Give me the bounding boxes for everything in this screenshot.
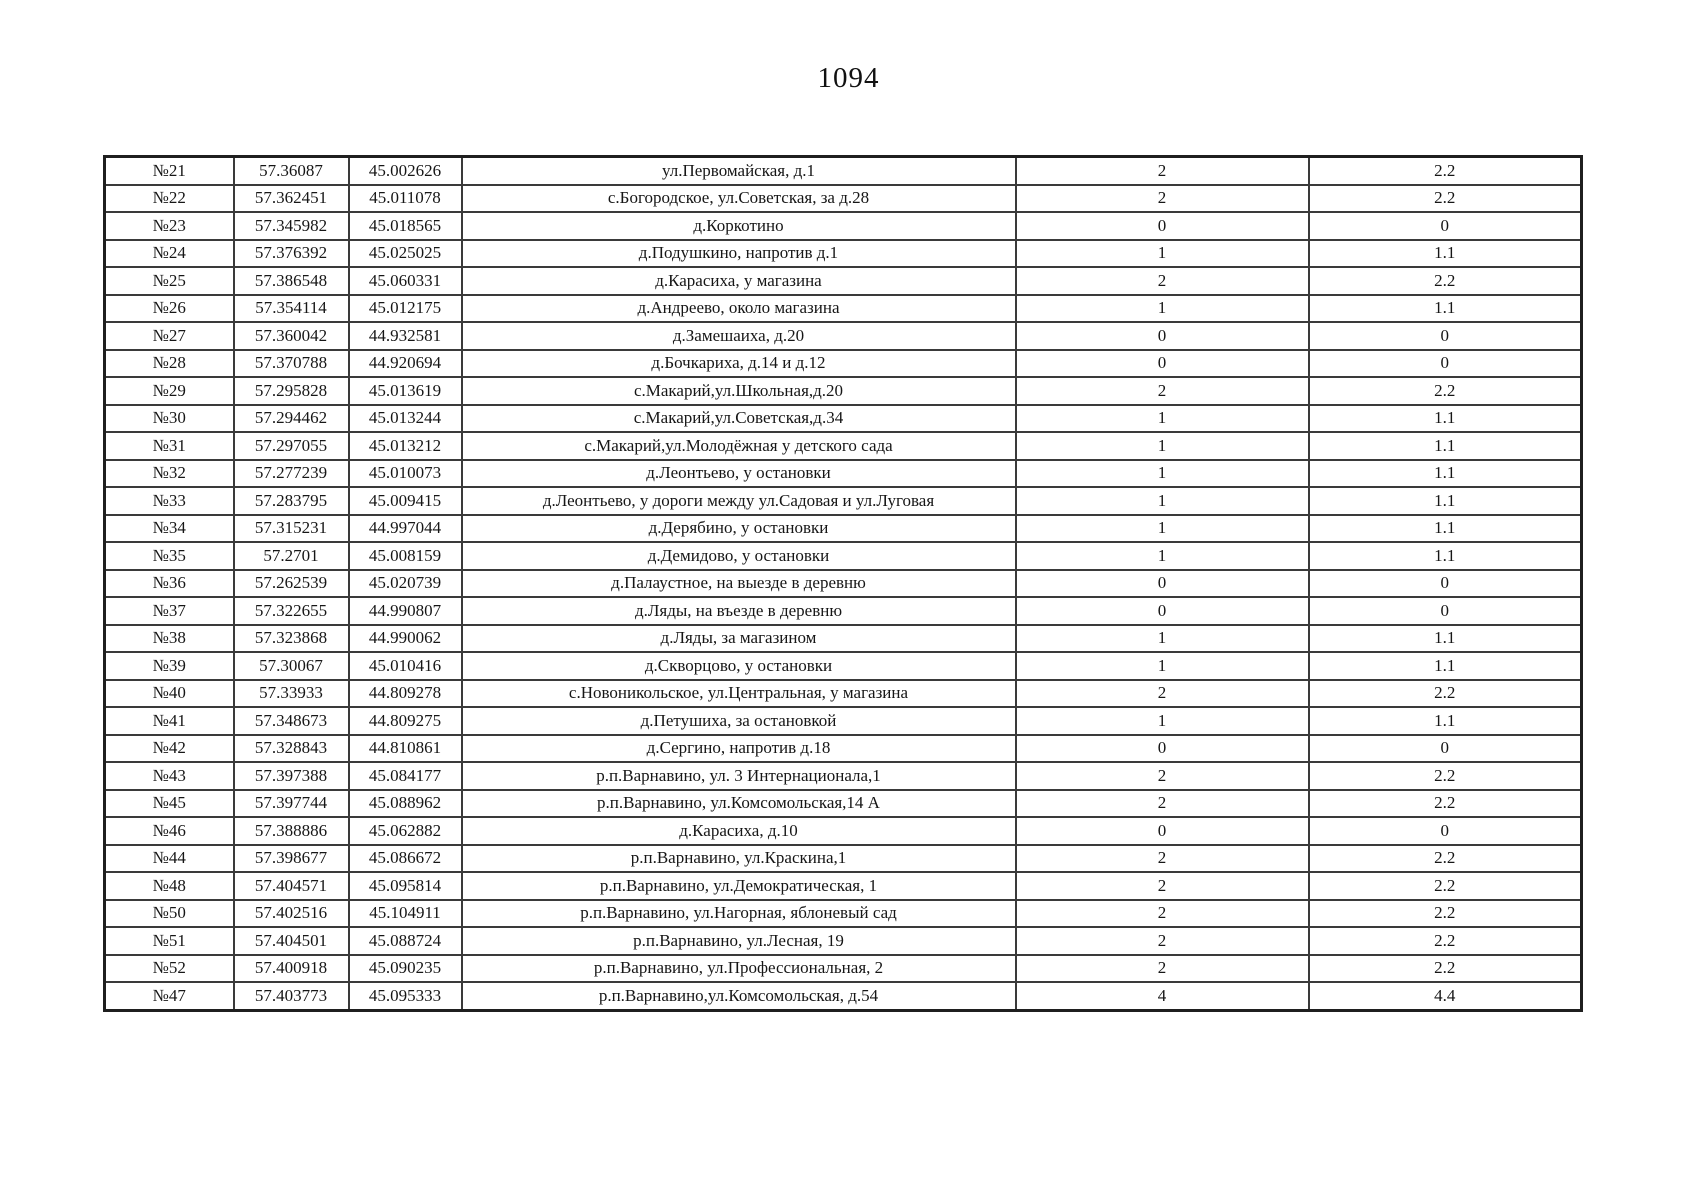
latitude-cell: 57.36087 — [234, 157, 349, 185]
longitude-cell: 45.013619 — [349, 377, 462, 405]
longitude-cell: 45.095333 — [349, 982, 462, 1010]
address-cell: р.п.Варнавино,ул.Комсомольская, д.54 — [462, 982, 1016, 1010]
row-number-cell: №50 — [105, 900, 234, 928]
total-cell: 1.1 — [1309, 295, 1582, 323]
total-cell: 4.4 — [1309, 982, 1582, 1010]
total-cell: 2.2 — [1309, 900, 1582, 928]
address-cell: д.Леонтьево, у дороги между ул.Садовая и ул.Луговая — [462, 487, 1016, 515]
count-cell: 2 — [1016, 377, 1309, 405]
longitude-cell: 45.088962 — [349, 790, 462, 818]
table-row — [105, 460, 1582, 488]
latitude-cell: 57.354114 — [234, 295, 349, 323]
latitude-cell: 57.376392 — [234, 240, 349, 268]
total-cell: 0 — [1309, 570, 1582, 598]
total-cell: 2.2 — [1309, 790, 1582, 818]
address-cell: д.Скворцово, у остановки — [462, 652, 1016, 680]
address-cell: д.Карасиха, у магазина — [462, 267, 1016, 295]
count-cell: 2 — [1016, 267, 1309, 295]
table-row — [105, 350, 1582, 378]
total-cell: 2.2 — [1309, 680, 1582, 708]
row-number-cell: №40 — [105, 680, 234, 708]
address-cell: д.Андреево, около магазина — [462, 295, 1016, 323]
row-number-cell: №52 — [105, 955, 234, 983]
count-cell: 0 — [1016, 350, 1309, 378]
table-row — [105, 845, 1582, 873]
address-cell: с.Новоникольское, ул.Центральная, у магазина — [462, 680, 1016, 708]
longitude-cell: 45.090235 — [349, 955, 462, 983]
table-row — [105, 597, 1582, 625]
row-number-cell: №34 — [105, 515, 234, 543]
total-cell: 1.1 — [1309, 460, 1582, 488]
longitude-cell: 44.990062 — [349, 625, 462, 653]
count-cell: 0 — [1016, 817, 1309, 845]
longitude-cell: 45.008159 — [349, 542, 462, 570]
row-number-cell: №30 — [105, 405, 234, 433]
address-cell: р.п.Варнавино, ул.Демократическая, 1 — [462, 872, 1016, 900]
longitude-cell: 45.011078 — [349, 185, 462, 213]
longitude-cell: 45.025025 — [349, 240, 462, 268]
total-cell: 2.2 — [1309, 872, 1582, 900]
row-number-cell: №42 — [105, 735, 234, 763]
total-cell: 0 — [1309, 735, 1582, 763]
address-cell: р.п.Варнавино, ул. 3 Интернационала,1 — [462, 762, 1016, 790]
address-cell: д.Ляды, на въезде в деревню — [462, 597, 1016, 625]
table-row — [105, 955, 1582, 983]
longitude-cell: 45.010416 — [349, 652, 462, 680]
latitude-cell: 57.323868 — [234, 625, 349, 653]
table-row — [105, 185, 1582, 213]
count-cell: 0 — [1016, 322, 1309, 350]
latitude-cell: 57.33933 — [234, 680, 349, 708]
latitude-cell: 57.328843 — [234, 735, 349, 763]
address-cell: д.Палаустное, на выезде в деревню — [462, 570, 1016, 598]
total-cell: 2.2 — [1309, 185, 1582, 213]
longitude-cell: 45.018565 — [349, 212, 462, 240]
count-cell: 1 — [1016, 432, 1309, 460]
table-row — [105, 625, 1582, 653]
table-row — [105, 295, 1582, 323]
latitude-cell: 57.404501 — [234, 927, 349, 955]
row-number-cell: №39 — [105, 652, 234, 680]
latitude-cell: 57.283795 — [234, 487, 349, 515]
row-number-cell: №25 — [105, 267, 234, 295]
count-cell: 0 — [1016, 570, 1309, 598]
address-cell: с.Макарий,ул.Советская,д.34 — [462, 405, 1016, 433]
total-cell: 1.1 — [1309, 240, 1582, 268]
table-row — [105, 515, 1582, 543]
latitude-cell: 57.397744 — [234, 790, 349, 818]
latitude-cell: 57.398677 — [234, 845, 349, 873]
count-cell: 1 — [1016, 707, 1309, 735]
address-cell: д.Демидово, у остановки — [462, 542, 1016, 570]
count-cell: 2 — [1016, 790, 1309, 818]
count-cell: 1 — [1016, 295, 1309, 323]
latitude-cell: 57.362451 — [234, 185, 349, 213]
address-cell: р.п.Варнавино, ул.Нагорная, яблоневый сад — [462, 900, 1016, 928]
total-cell: 0 — [1309, 350, 1582, 378]
longitude-cell: 45.060331 — [349, 267, 462, 295]
address-cell: д.Бочкариха, д.14 и д.12 — [462, 350, 1016, 378]
latitude-cell: 57.402516 — [234, 900, 349, 928]
row-number-cell: №21 — [105, 157, 234, 185]
count-cell: 1 — [1016, 405, 1309, 433]
table-row — [105, 707, 1582, 735]
row-number-cell: №22 — [105, 185, 234, 213]
count-cell: 0 — [1016, 735, 1309, 763]
latitude-cell: 57.262539 — [234, 570, 349, 598]
count-cell: 0 — [1016, 212, 1309, 240]
table-row — [105, 542, 1582, 570]
row-number-cell: №44 — [105, 845, 234, 873]
count-cell: 0 — [1016, 597, 1309, 625]
row-number-cell: №28 — [105, 350, 234, 378]
count-cell: 2 — [1016, 762, 1309, 790]
row-number-cell: №43 — [105, 762, 234, 790]
longitude-cell: 44.920694 — [349, 350, 462, 378]
count-cell: 2 — [1016, 845, 1309, 873]
address-cell: с.Макарий,ул.Молодёжная у детского сада — [462, 432, 1016, 460]
total-cell: 0 — [1309, 322, 1582, 350]
total-cell: 0 — [1309, 597, 1582, 625]
page-number: 1094 — [817, 62, 880, 94]
total-cell: 1.1 — [1309, 652, 1582, 680]
count-cell: 1 — [1016, 652, 1309, 680]
table-row — [105, 570, 1582, 598]
row-number-cell: №38 — [105, 625, 234, 653]
latitude-cell: 57.295828 — [234, 377, 349, 405]
total-cell: 1.1 — [1309, 625, 1582, 653]
row-number-cell: №24 — [105, 240, 234, 268]
latitude-cell: 57.30067 — [234, 652, 349, 680]
longitude-cell: 45.095814 — [349, 872, 462, 900]
longitude-cell: 45.002626 — [349, 157, 462, 185]
latitude-cell: 57.2701 — [234, 542, 349, 570]
row-number-cell: №26 — [105, 295, 234, 323]
address-cell: д.Ляды, за магазином — [462, 625, 1016, 653]
longitude-cell: 44.932581 — [349, 322, 462, 350]
latitude-cell: 57.400918 — [234, 955, 349, 983]
count-cell: 1 — [1016, 460, 1309, 488]
row-number-cell: №41 — [105, 707, 234, 735]
address-cell: д.Сергино, напротив д.18 — [462, 735, 1016, 763]
row-number-cell: №46 — [105, 817, 234, 845]
total-cell: 2.2 — [1309, 955, 1582, 983]
count-cell: 2 — [1016, 927, 1309, 955]
longitude-cell: 45.009415 — [349, 487, 462, 515]
address-cell: д.Замешаиха, д.20 — [462, 322, 1016, 350]
table-row — [105, 432, 1582, 460]
longitude-cell: 45.013212 — [349, 432, 462, 460]
latitude-cell: 57.386548 — [234, 267, 349, 295]
longitude-cell: 45.010073 — [349, 460, 462, 488]
total-cell: 0 — [1309, 212, 1582, 240]
row-number-cell: №31 — [105, 432, 234, 460]
table-row — [105, 405, 1582, 433]
address-cell: д.Дерябино, у остановки — [462, 515, 1016, 543]
row-number-cell: №27 — [105, 322, 234, 350]
count-cell: 2 — [1016, 185, 1309, 213]
table-row — [105, 157, 1582, 185]
address-cell: р.п.Варнавино, ул.Лесная, 19 — [462, 927, 1016, 955]
longitude-cell: 45.020739 — [349, 570, 462, 598]
table-row — [105, 927, 1582, 955]
latitude-cell: 57.404571 — [234, 872, 349, 900]
address-cell: д.Подушкино, напротив д.1 — [462, 240, 1016, 268]
table-row — [105, 735, 1582, 763]
address-cell: р.п.Варнавино, ул.Профессиональная, 2 — [462, 955, 1016, 983]
row-number-cell: №36 — [105, 570, 234, 598]
longitude-cell: 45.012175 — [349, 295, 462, 323]
table-row — [105, 790, 1582, 818]
latitude-cell: 57.297055 — [234, 432, 349, 460]
latitude-cell: 57.403773 — [234, 982, 349, 1010]
latitude-cell: 57.370788 — [234, 350, 349, 378]
latitude-cell: 57.277239 — [234, 460, 349, 488]
latitude-cell: 57.360042 — [234, 322, 349, 350]
total-cell: 1.1 — [1309, 487, 1582, 515]
count-cell: 2 — [1016, 872, 1309, 900]
latitude-cell: 57.322655 — [234, 597, 349, 625]
row-number-cell: №45 — [105, 790, 234, 818]
total-cell: 2.2 — [1309, 762, 1582, 790]
total-cell: 2.2 — [1309, 927, 1582, 955]
longitude-cell: 44.809275 — [349, 707, 462, 735]
total-cell: 2.2 — [1309, 267, 1582, 295]
latitude-cell: 57.294462 — [234, 405, 349, 433]
row-number-cell: №29 — [105, 377, 234, 405]
table-row — [105, 872, 1582, 900]
latitude-cell: 57.348673 — [234, 707, 349, 735]
row-number-cell: №33 — [105, 487, 234, 515]
table-row — [105, 267, 1582, 295]
count-cell: 2 — [1016, 900, 1309, 928]
longitude-cell: 44.990807 — [349, 597, 462, 625]
table-row — [105, 377, 1582, 405]
count-cell: 2 — [1016, 157, 1309, 185]
row-number-cell: №35 — [105, 542, 234, 570]
address-cell: с.Богородское, ул.Советская, за д.28 — [462, 185, 1016, 213]
address-cell: д.Петушиха, за остановкой — [462, 707, 1016, 735]
table-row — [105, 982, 1582, 1010]
row-number-cell: №37 — [105, 597, 234, 625]
address-cell: ул.Первомайская, д.1 — [462, 157, 1016, 185]
total-cell: 1.1 — [1309, 432, 1582, 460]
longitude-cell: 45.086672 — [349, 845, 462, 873]
table-row — [105, 817, 1582, 845]
longitude-cell: 45.062882 — [349, 817, 462, 845]
total-cell: 1.1 — [1309, 515, 1582, 543]
longitude-cell: 44.809278 — [349, 680, 462, 708]
table-body — [105, 157, 1582, 1011]
address-cell: р.п.Варнавино, ул.Краскина,1 — [462, 845, 1016, 873]
coordinates-table — [103, 155, 1583, 1012]
total-cell: 1.1 — [1309, 707, 1582, 735]
row-number-cell: №23 — [105, 212, 234, 240]
address-cell: д.Леонтьево, у остановки — [462, 460, 1016, 488]
longitude-cell: 44.810861 — [349, 735, 462, 763]
longitude-cell: 44.997044 — [349, 515, 462, 543]
total-cell: 2.2 — [1309, 157, 1582, 185]
total-cell: 2.2 — [1309, 377, 1582, 405]
table-row — [105, 652, 1582, 680]
count-cell: 1 — [1016, 240, 1309, 268]
table-row — [105, 900, 1582, 928]
table-row — [105, 762, 1582, 790]
count-cell: 2 — [1016, 680, 1309, 708]
address-cell: д.Коркотино — [462, 212, 1016, 240]
row-number-cell: №32 — [105, 460, 234, 488]
address-cell: д.Карасиха, д.10 — [462, 817, 1016, 845]
table-row — [105, 240, 1582, 268]
table-row — [105, 680, 1582, 708]
latitude-cell: 57.315231 — [234, 515, 349, 543]
latitude-cell: 57.345982 — [234, 212, 349, 240]
total-cell: 0 — [1309, 817, 1582, 845]
total-cell: 2.2 — [1309, 845, 1582, 873]
latitude-cell: 57.397388 — [234, 762, 349, 790]
row-number-cell: №48 — [105, 872, 234, 900]
total-cell: 1.1 — [1309, 542, 1582, 570]
longitude-cell: 45.013244 — [349, 405, 462, 433]
count-cell: 1 — [1016, 625, 1309, 653]
total-cell: 1.1 — [1309, 405, 1582, 433]
count-cell: 4 — [1016, 982, 1309, 1010]
count-cell: 1 — [1016, 515, 1309, 543]
table-row — [105, 212, 1582, 240]
table-row — [105, 322, 1582, 350]
count-cell: 2 — [1016, 955, 1309, 983]
count-cell: 1 — [1016, 487, 1309, 515]
address-cell: р.п.Варнавино, ул.Комсомольская,14 А — [462, 790, 1016, 818]
table-row — [105, 487, 1582, 515]
row-number-cell: №51 — [105, 927, 234, 955]
count-cell: 1 — [1016, 542, 1309, 570]
latitude-cell: 57.388886 — [234, 817, 349, 845]
row-number-cell: №47 — [105, 982, 234, 1010]
longitude-cell: 45.104911 — [349, 900, 462, 928]
longitude-cell: 45.088724 — [349, 927, 462, 955]
longitude-cell: 45.084177 — [349, 762, 462, 790]
address-cell: с.Макарий,ул.Школьная,д.20 — [462, 377, 1016, 405]
